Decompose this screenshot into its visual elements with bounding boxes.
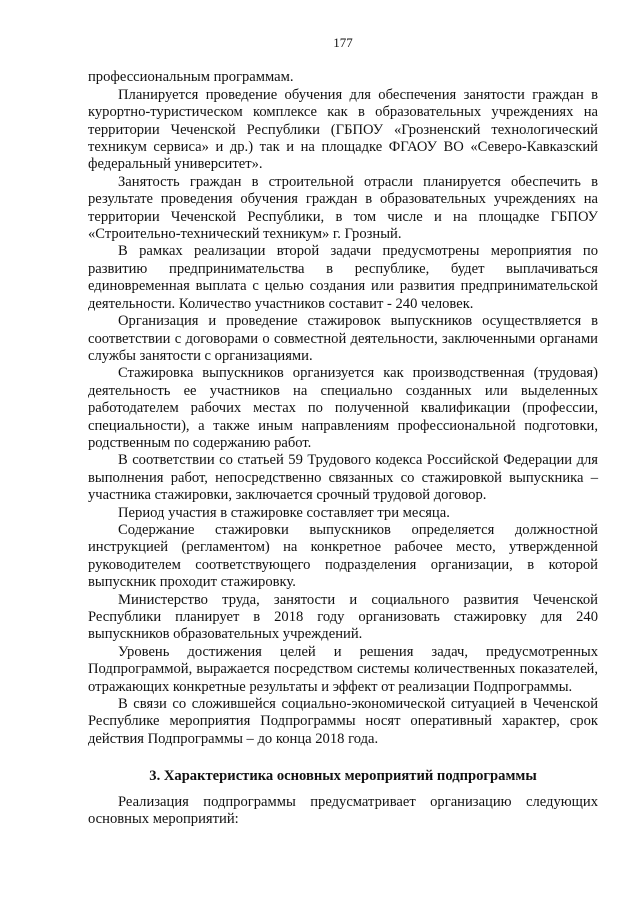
paragraph-labor-code: В соответствии со статьей 59 Трудового кодекса Российской Федерации для выполнения работ, непосредственно связанных со стажировкой выпускника – участника стажировки, заключается срочный трудовой договор. bbox=[88, 452, 598, 504]
paragraph-internship-content: Содержание стажировки выпускников определяется должностной инструкцией (регламентом) на конкретное рабочее место, утвержденной руководителем соответствующего подразделения организации, в которой выпускник проходит стажировку. bbox=[88, 521, 598, 591]
section-heading: 3. Характеристика основных мероприятий подпрограммы bbox=[149, 768, 537, 785]
paragraph-internship-period: Период участия в стажировке составляет три месяца. bbox=[118, 504, 450, 521]
paragraph-achievement-level: Уровень достижения целей и решения задач, предусмотренных Подпрограммой, выражается посредством системы количественных показателей, отражающих конкретные результаты и эффект от реализации Подпрограммы. bbox=[88, 643, 598, 695]
paragraph-entrepreneurship: В рамках реализации второй задачи предусмотрены мероприятия по развитию предпринимательства в республике, будет выплачиваться единовременная выплата с целью создания или развития предпринимательской деятельности. Количество участников составит - 240 человек. bbox=[88, 243, 598, 312]
paragraph-final: Реализация подпрограммы предусматривает организацию следующих основных мероприятий: bbox=[88, 793, 598, 828]
paragraph-tourism-training: Планируется проведение обучения для обеспечения занятости граждан в курортно-туристическом комплексе как в образовательных учреждениях на территории Чеченской Республики (ГБПОУ «Грозненский технологический техникум сервиса» и др.) так и на площадке ФГАОУ ВО «Северо-Кавказский федеральный университет». bbox=[88, 86, 598, 173]
paragraph-internship-activity: Стажировка выпускников организуется как производственная (трудовая) деятельность ее участников на специально созданных или выделенных работодателем рабочих местах по полученной квалификации (профессии, специальности), а также иным направлениям профессиональной подготовки, родственным по содержанию работ. bbox=[88, 365, 598, 451]
paragraph-operational-nature: В связи со сложившейся социально-экономической ситуацией в Чеченской Республике мероприятия Подпрограммы носят оперативный характер, срок действия Подпрограммы – до конца 2018 года. bbox=[88, 696, 598, 747]
paragraph-construction-employment: Занятость граждан в строительной отрасли планируется обеспечить в результате проведения обучения граждан в образовательных учреждениях на территории Чеченской Республики, в том числе и на площадке ГБПОУ «Строительно-технический техникум» г. Грозный. bbox=[88, 173, 598, 243]
paragraph-ministry-plan: Министерство труда, занятости и социального развития Чеченской Республики планирует в 2018 году организовать стажировку для 240 выпускников образовательных учреждений. bbox=[88, 591, 598, 643]
paragraph-continuation: профессиональным программам. bbox=[88, 69, 294, 86]
page-number: 177 bbox=[333, 35, 353, 50]
paragraph-internship-organization: Организация и проведение стажировок выпускников осуществляется в соответствии с договорами о совместной деятельности, заключенными органами службы занятости с организациями. bbox=[88, 313, 598, 364]
document-page bbox=[88, 34, 598, 828]
